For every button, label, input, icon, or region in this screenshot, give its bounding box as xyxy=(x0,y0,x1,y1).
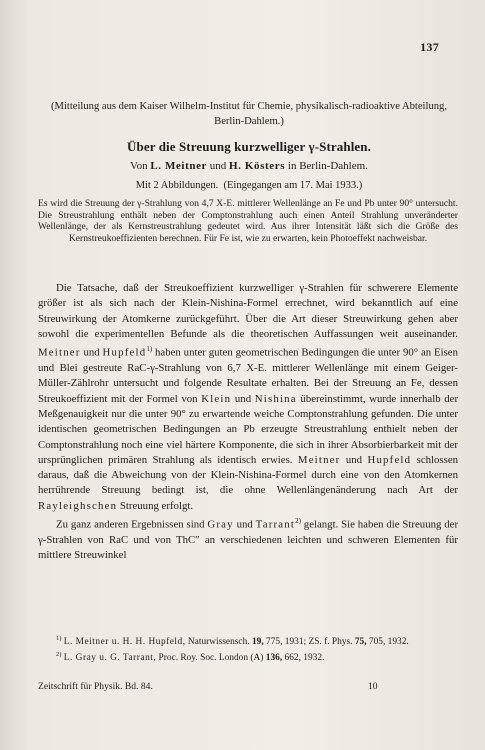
author-location: in Berlin-Dahlem. xyxy=(287,160,368,172)
person-name: Hupfeld xyxy=(367,453,412,466)
footnote-pages: 705, 1932. xyxy=(368,637,409,648)
footnote-journal: Naturwissensch. xyxy=(187,637,250,648)
figure-count: Mit 2 Abbildungen. xyxy=(135,180,219,191)
person-name: Klein xyxy=(201,392,232,405)
affiliation-note: (Mitteilung aus dem Kaiser Wilhelm-Institut für Chemie, physikalisch-radioaktive Abteilung, Berlin-Dahlem.) xyxy=(51,101,447,127)
text-run: Streuung erfolgt. xyxy=(119,499,194,512)
text-run: Zu ganz anderen Ergebnissen sind xyxy=(56,518,205,531)
person-name: Meitner xyxy=(38,346,81,359)
author-1: L. Meitner xyxy=(150,160,208,172)
person-name: Hupfeld xyxy=(102,346,147,359)
text-run: und xyxy=(83,346,100,359)
person-name: Rayleighschen xyxy=(38,499,118,512)
footnote-1 xyxy=(38,633,458,649)
text-run: gelangt. Sie haben die Streuung der γ-Strahlen von RaC und von ThC″ an verschiedenen leichten und schweren Elementen für mittlere Streuwinkel xyxy=(38,518,459,562)
text-run: und xyxy=(236,518,253,531)
text-run: übereinstimmt, wurde innerhalb der Meßgenauigkeit nur die unter 90° zu erwartende weiche Comptonstrahlung gefunden. Die unter identischen geometrischen Bedingungen an Pb erzeugte Streustrahlung enthielt neben der Comptonstrahlung noch eine viel härtere Komponente, die sich in ihrer Absorbierbarkeit mit der ursprünglichen primären Strahlung als identisch erwies. xyxy=(38,392,459,466)
footnote-journal: Proc. Roy. Soc. London (A) xyxy=(158,653,264,664)
footnote-marker: 1) xyxy=(56,635,62,642)
person-name: Tarrant xyxy=(255,518,296,531)
text-run: Die Tatsache, daß der Streukoeffizient kurzwelliger γ-Strahlen für schwerere Elemente größer ist als sich nach der Klein-Nishina-Formel errechnet, wird bekanntlich auf eine Streuwirkung der Atomkerne zurückgeführt. Über die Art dieser Streuwirkung gehen aber sowohl die experimentellen Befunde als die theoretischen Auffassungen weit auseinander. xyxy=(38,282,458,340)
footnote-ref-2[interactable]: 2) xyxy=(295,517,301,526)
paragraph-2 xyxy=(38,514,458,563)
footnote-ref-1[interactable]: 1) xyxy=(146,345,153,354)
text-run: haben unter guten geometrischen Bedingungen die unter 90° an Eisen und Blei gestreute RaC-γ-Strahlung von 6,7 X-E. mittlerer Wellenlänge mit einem Geiger-Müller-Zählrohr untersucht und folgende Resultate erhalten. Bei der Streuung an Fe, dessen Streukoeffizient mit der Formel von xyxy=(38,346,458,405)
footnote-volume: 75, xyxy=(354,637,367,648)
body-text xyxy=(38,281,458,564)
footnote-volume: 19, xyxy=(251,637,264,648)
page-footer xyxy=(38,681,458,692)
journal-volume: Zeitschrift für Physik. Bd. 84. xyxy=(38,681,153,692)
text-run: schlossen daraus, daß die Abweichung von der Klein-Nishina-Formel durch eine von den Atomkernen herrührende Streuung bedingt ist, die ohne Wellenlängenänderung nach Art der xyxy=(38,453,459,497)
footnotes xyxy=(38,633,458,665)
author-2: H. Kösters xyxy=(229,160,286,172)
footnote-2 xyxy=(38,649,458,665)
author-connector: und xyxy=(209,160,227,172)
footnote-pages: 775, 1931; ZS. f. Phys. xyxy=(266,637,353,648)
person-name: Nishina xyxy=(254,392,297,405)
paragraph-1 xyxy=(38,281,458,514)
author-line xyxy=(40,160,458,172)
footnote-pages: 662, 1932. xyxy=(284,653,325,664)
abstract: Es wird die Streuung der γ-Strahlung von 4,7 X-E. mittlerer Wellenlänge an Fe und Pb unter 90° untersucht. Die Streustrahlung enthält neben der Comptonstrahlung auch einen Anteil Strahlung unveränderter Wellenlänge, der als Kernstreustrahlung gedeutet wird. Aus ihrer Intensität läßt sich die Größe des Kernstreukoeffizienten berechnen. Für Fe ist, wie zu erwarten, kein Photoeffekt nachweisbar. xyxy=(38,198,458,244)
text-run: und xyxy=(234,392,252,405)
footnote-volume: 136, xyxy=(265,653,283,664)
author-prefix: Von xyxy=(130,160,148,172)
article-meta xyxy=(40,180,458,191)
article-title: Über die Streuung kurzwelliger γ-Strahlen. xyxy=(127,139,371,154)
text-run: und xyxy=(345,453,363,466)
received-date: (Eingegangen am 17. Mai 1933.) xyxy=(223,180,363,191)
footnote-authors: L. Meitner u. H. H. Hupfeld, xyxy=(63,637,186,648)
person-name: Gray xyxy=(207,518,234,531)
page-number: 137 xyxy=(420,40,439,54)
footnote-marker: 2) xyxy=(56,650,62,658)
footnote-authors: L. Gray u. G. Tarrant, xyxy=(63,653,157,664)
signature-mark: 10 xyxy=(368,681,378,692)
person-name: Meitner xyxy=(297,453,341,466)
